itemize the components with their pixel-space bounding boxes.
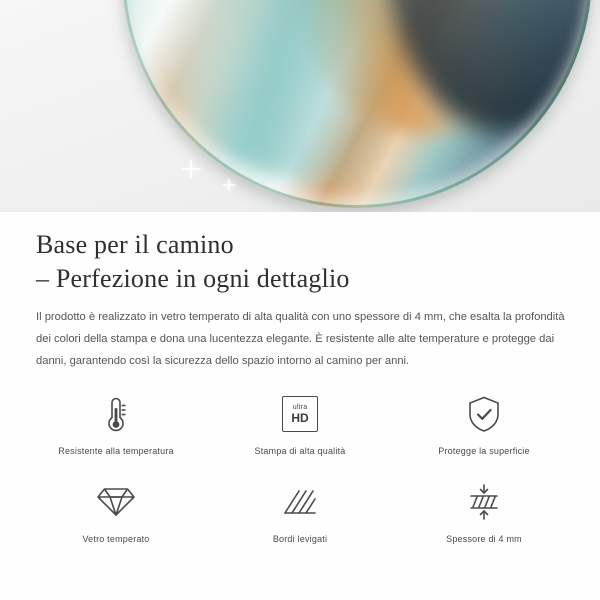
feature-label: Stampa di alta qualità [254,446,346,456]
feature-item-surface-protection [392,392,576,472]
headline-line-2: – Perfezione in ogni dettaglio [36,264,350,293]
feature-item-print-quality [208,392,392,472]
feature-label: Spessore di 4 mm [446,534,522,544]
feature-item-polished-edges [208,480,392,560]
headline-line-1: Base per il camino [36,230,234,259]
feature-label: Protegge la superficie [438,446,530,456]
page-title [36,228,576,296]
feature-grid [24,392,576,560]
ultra-hd-icon [282,392,318,436]
feature-label: Bordi levigati [272,534,328,544]
feature-label: Resistente alla temperatura [58,446,174,456]
ultra-hd-badge-bottom: HD [291,411,309,425]
feature-item-tempered-glass [24,480,208,560]
diamond-icon [96,480,136,524]
polished-edges-icon [281,480,319,524]
ultra-hd-badge-top: ultra [292,404,308,411]
description-paragraph: Il prodotto è realizzato in vetro temperato di alta qualità con uno spessore di 4 mm, che esalta la profondità dei colori della stampa e dona una lucentezza elegante. È resistente alle alte temperature e protegge dai danni, garantendo così la sicurezza dello spazio intorno al camino per anni. [36,311,565,367]
feature-item-thickness [392,480,576,560]
thermometer-icon [103,392,129,436]
hero-image [0,0,600,212]
shield-check-icon [467,392,501,436]
thickness-arrows-icon [464,480,504,524]
feature-item-temperature [24,392,208,472]
feature-label: Vetro temperato [82,534,150,544]
